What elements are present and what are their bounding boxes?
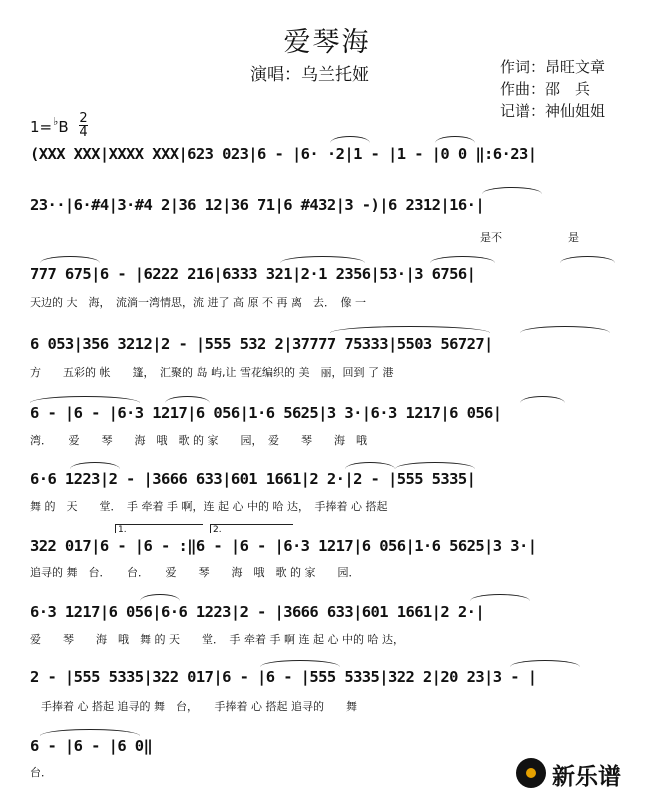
score-line-7: 322 017|6 - |6 - :‖6 - |6 - |6·3 1217|6 056|1·6 5625|3 3·| [30,537,537,555]
lyric-line-8: 爱 琴 海 哦 舞 的 天 堂． 手 牵着 手 啊 连 起 心 中的 哈 达， [30,633,404,646]
time-signature [79,112,87,139]
flat-symbol: ♭ [53,115,59,128]
score-line-1: (XXX XXX|XXXX XXX|623 023|6 - |6· ·2|1 - |1 - |0 0 ‖:6·23| [30,145,537,163]
score-line-9: 2 - |555 5335|322 017|6 - |6 - |555 5335|322 2|20 23|3 - | [30,668,537,686]
slur-mark [430,256,495,263]
slur-mark [140,594,180,601]
singer-credit: 演唱：乌兰托娅 [250,65,369,85]
tie-mark [260,660,340,667]
slur-mark [330,326,490,333]
lyricist-credit: 作词：昂旺文章 [500,58,606,76]
lyric-line-10: 台． [30,766,52,779]
score-line-5: 6 - |6 - |6·3 1217|6 056|1·6 5625|3 3·|6·3 1217|6 056| [30,404,502,422]
lyric-line-2: 是不 是 [480,231,579,244]
slur-mark [40,256,100,263]
slur-mark [395,462,475,469]
slur-mark [70,462,120,469]
score-line-10: 6 - |6 - |6 0‖ [30,737,153,755]
score-line-8: 6·3 1217|6 056|6·6 1223|2 - |3666 633|601 1661|2 2·| [30,603,485,621]
slur-mark [345,462,395,469]
volta-bracket-2: 2. [210,524,293,533]
composer-credit: 作曲：邵 兵 [500,80,591,98]
lyric-line-5: 湾． 爱 琴 海 哦 歌 的 家 园， 爱 琴 海 哦 [30,434,367,447]
tie-mark [435,136,475,143]
time-denominator: 4 [79,125,88,140]
transcriber-credit: 记谱：神仙姐姐 [500,102,606,120]
lyric-line-9: 手捧着 心 搭起 追寻的 舞 台， 手捧着 心 搭起 追寻的 舞 [30,700,357,713]
lyric-line-4: 方 五彩的 帐 篷， 汇聚的 岛 屿,让 雪花编织的 美 丽，回到 了 港 [30,366,394,379]
slur-mark [470,594,530,601]
slur-mark [510,660,580,667]
site-logo [516,756,642,790]
logo-text: 新乐谱 [552,764,621,790]
slur-mark [280,256,365,263]
score-line-6: 6·6 1223|2 - |3666 633|601 1661|2 2·|2 - |555 5335| [30,470,476,488]
score-line-3: 777 675|6 - |6222 216|6333 321|2·1 2356|53·|3 6756| [30,265,476,283]
slur-mark [165,396,210,403]
volta-bracket-1: 1. [115,524,203,533]
time-numerator: 2 [79,111,88,126]
slur-mark [482,187,542,194]
lyric-line-6: 舞 的 天 堂． 手 牵着 手 啊，连 起 心 中的 哈 达， 手捧着 心 搭起 [30,500,388,513]
key-note: B [58,118,69,136]
lyric-line-3: 天边的 大 海， 流淌一湾情思，流 进了 高 原 不 再 离 去． 像 一 [30,296,366,309]
slur-mark [520,396,565,403]
score-line-4: 6 053|356 3212|2 - |555 532 2|37777 75333|5503 56727| [30,335,493,353]
tie-mark [30,396,140,403]
tie-mark [40,729,140,736]
slur-mark [560,256,615,263]
tie-mark [330,136,370,143]
vinyl-disc-icon [516,758,546,788]
key-prefix: 1= [30,118,53,136]
song-title: 爱琴海 [283,27,371,58]
score-line-2: 23··|6·#4|3·#4 2|36 12|36 71|6 #432|3 -)|6 2312|16·| [30,196,485,214]
key-signature [30,112,88,139]
slur-mark [520,326,610,333]
lyric-line-7: 追寻的 舞 台． 台． 爱 琴 海 哦 歌 的 家 园． [30,566,360,579]
